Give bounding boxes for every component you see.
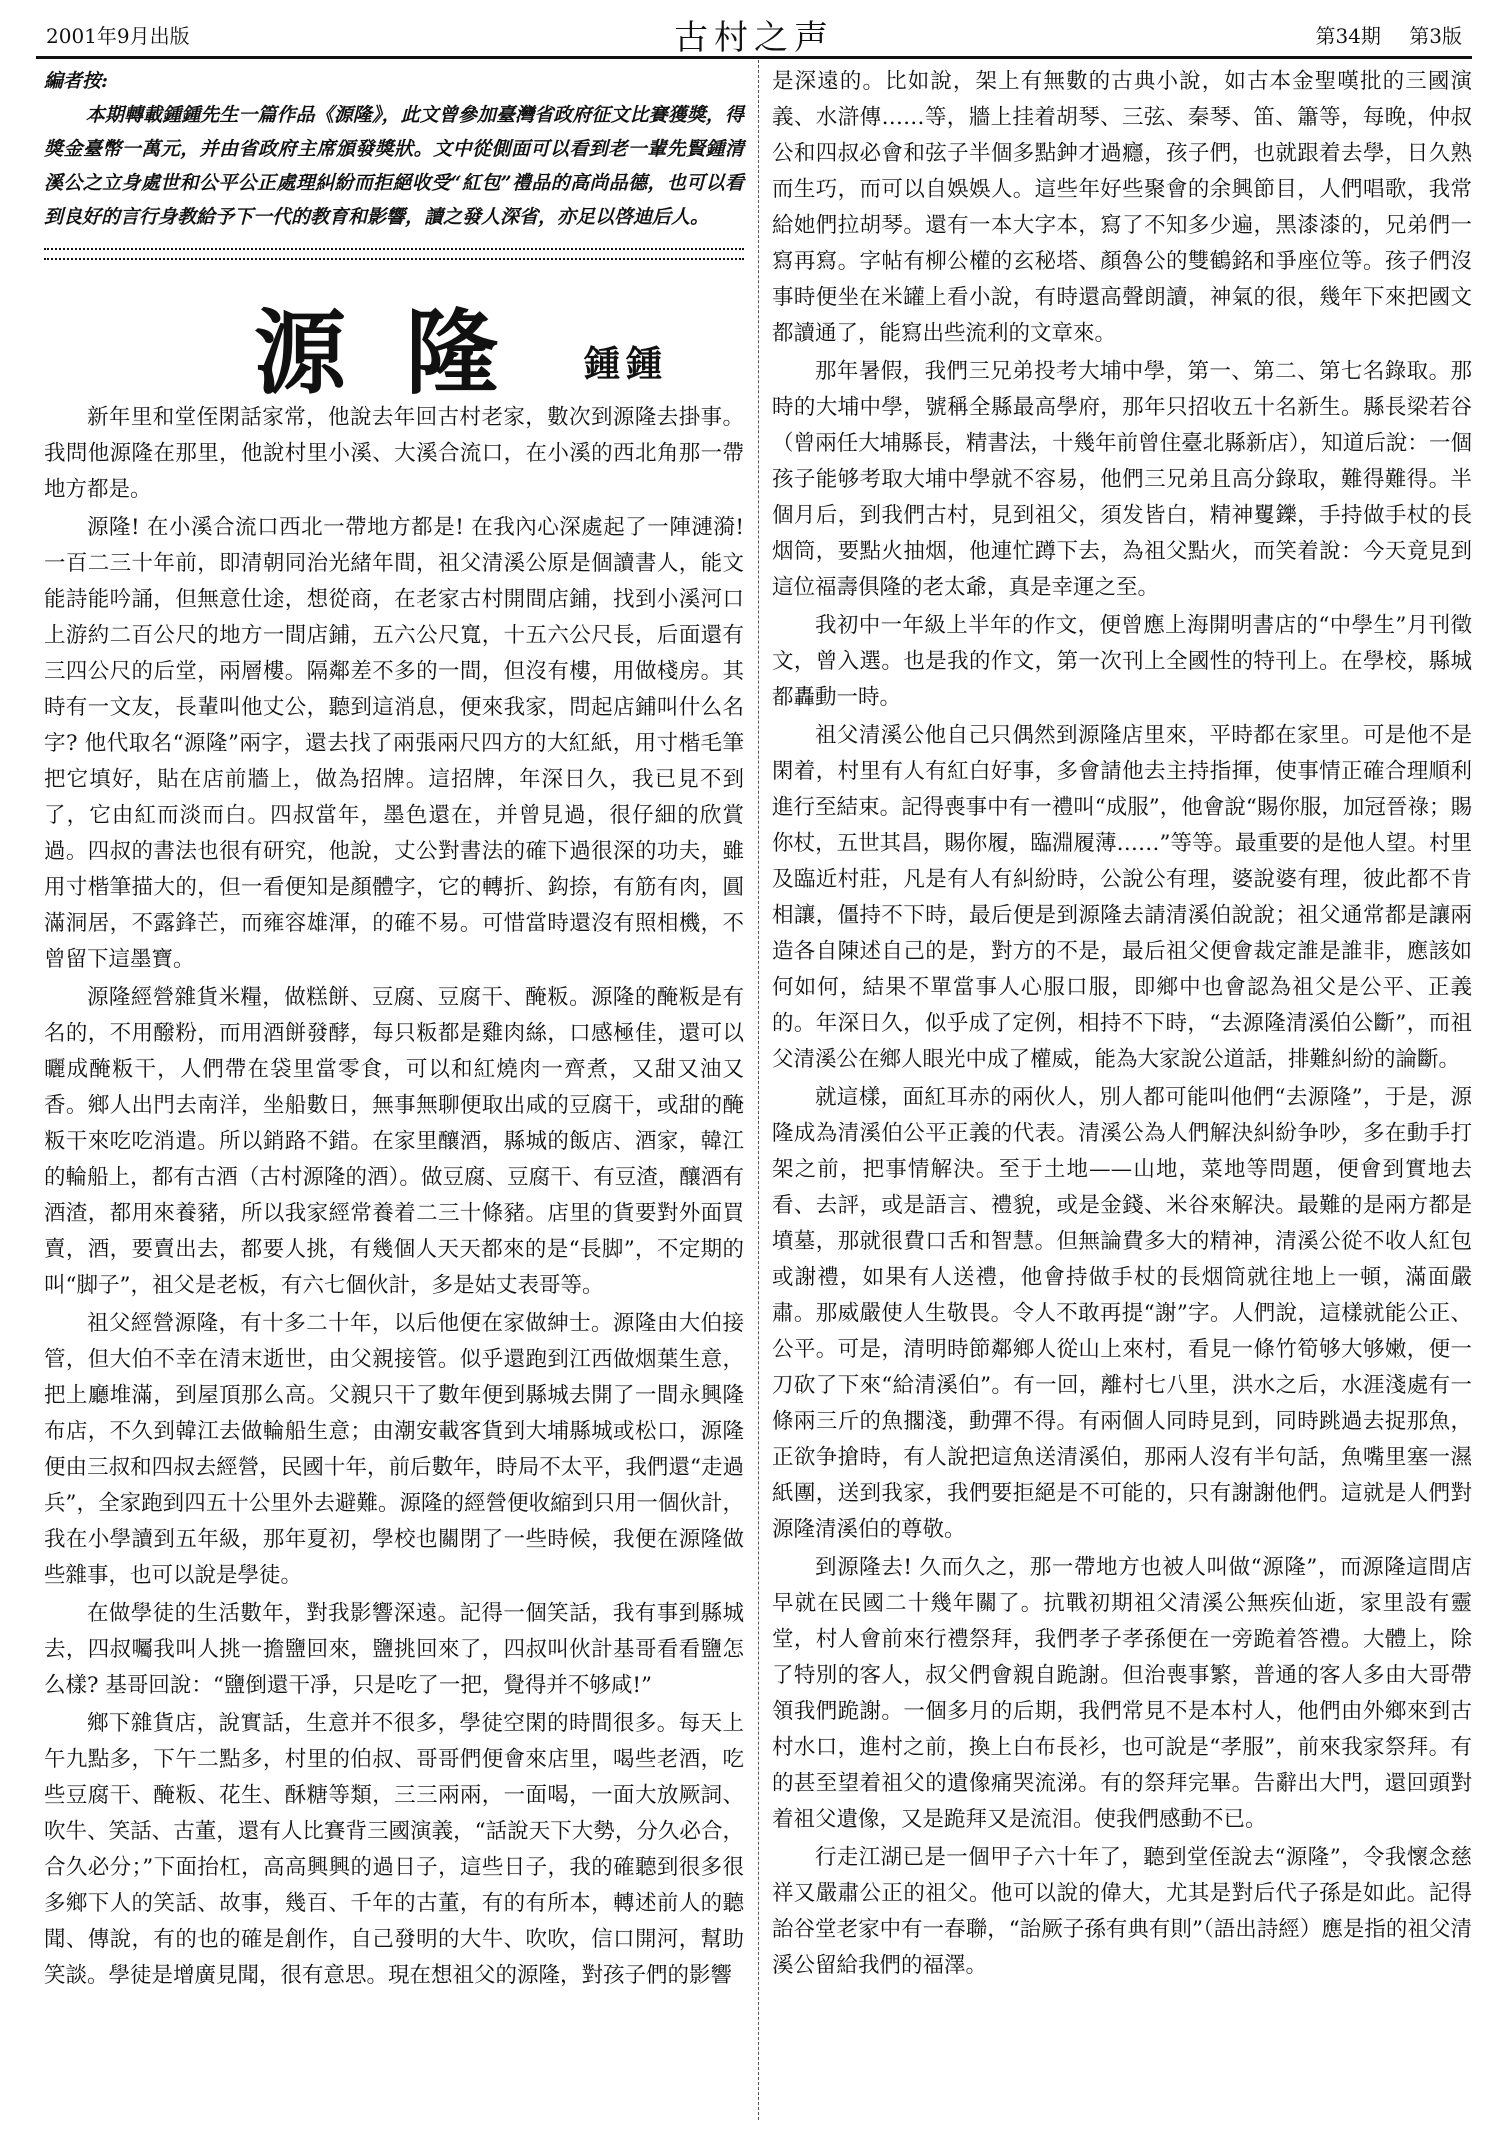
article-paragraph: 那年暑假，我們三兄弟投考大埔中學，第一、第二、第七名錄取。那時的大埔中學，號稱全縣最高學府，那年只招收五十名新生。縣長梁若谷（曾兩任大埔縣長，精書法，十幾年前曾住臺北縣新店），知道后說：一個孩子能够考取大埔中學就不容易，他們三兄弟且高分錄取，難得難得。半個月后，到我們古村，見到祖父，須发皆白，精神矍鑠，手持做手杖的長烟筒，要點火抽烟，他連忙蹲下去，為祖父點火，而笑着說：今天竟見到這位福壽俱隆的老太爺，真是幸運之至。 xyxy=(772,359,1472,600)
editor-note-body: 本期轉載鍾鍾先生一篇作品《源隆》，此文曾參加臺灣省政府征文比賽獲獎，得獎金臺幣一萬元，并由省政府主席頒發獎狀。文中從側面可以看到老一輩先賢鍾清溪公之立身處世和公平公正處理糾紛而拒絕收受“紅包”禮品的高尚品德，也可以看到良好的言行身教給予下一代的教育和影響，讀之發人深省，亦足以啓迪后人。 xyxy=(44,104,744,228)
article-paragraph: 源隆經營雜貨米糧，做糕餅、豆腐、豆腐干、醃粄。源隆的醃粄是有名的，不用醱粉，而用酒餅發酵，每只粄都是雞肉絲，口感極佳，還可以曬成醃粄干，人們帶在袋里當零食，可以和紅燒肉一齊煮，又甜又油又香。鄉人出門去南洋，坐船數日，無事無聊便取出咸的豆腐干，或甜的醃粄干來吃吃消遣。所以銷路不錯。在家里釀酒，縣城的飯店、酒家，韓江的輪船上，都有古酒（古村源隆的酒）。做豆腐、豆腐干、有豆渣，釀酒有酒渣，都用來養豬，所以我家經常養着二三十條豬。店里的貨要對外面買賣，酒，要賣出去，都要人挑，有幾個人天天都來的是“長脚”，不定期的叫“脚子”，祖父是老板，有六七個伙計，多是姑丈表哥等。 xyxy=(44,985,744,1298)
article-paragraph: 祖父經營源隆，有十多二十年，以后他便在家做紳士。源隆由大伯接管，但大伯不幸在清末逝世，由父親接管。似乎還跑到江西做烟葉生意，把上廳堆滿，到屋頂那么高。父親只干了數年便到縣城去開了一間永興隆布店，不久到韓江去做輪船生意；由潮安載客貨到大埔縣城或松口，源隆便由三叔和四叔去經營，民國十年，前后數年，時局不太平，我們還“走過兵”，全家跑到四五十公里外去避難。源隆的經營便收縮到只用一個伙計，我在小學讀到五年級，那年夏初，學校也關閉了一些時候，我便在源隆做些雜事，也可以說是學徒。 xyxy=(44,1311,744,1588)
page-number: 第3版 xyxy=(1409,24,1462,48)
newspaper-name: 古村之声 xyxy=(674,18,834,58)
article-paragraph: 新年里和堂侄閑話家常，他說去年回古村老家，數次到源隆去掛事。我問他源隆在那里，他說村里小溪、大溪合流口，在小溪的西北角那一帶地方都是。 xyxy=(44,405,744,502)
article-title: 源隆 xyxy=(254,300,559,407)
page-header xyxy=(36,14,1472,58)
article-paragraph: 就這樣，面紅耳赤的兩伙人，別人都可能叫他們“去源隆”，于是，源隆成為清溪伯公平正義的代表。清溪公為人們解決糾紛争吵，多在動手打架之前，把事情解決。至于土地——山地，菜地等問題，便會到實地去看、去評，或是語言、禮貌，或是金錢、米谷來解決。最難的是兩方都是墳墓，那就很費口舌和智慧。但無論費多大的精神，清溪公從不收人紅包或謝禮，如果有人送禮，他會持做手杖的長烟筒就往地上一頓，滿面嚴肅。那威嚴使人生敬畏。令人不敢再提“謝”字。人們說，這樣就能公正、公平。可是，清明時節鄰鄉人從山上來村，看見一條竹筍够大够嫩，便一刀砍了下來“給清溪伯”。有一回，離村七八里，洪水之后，水涯淺處有一條兩三斤的魚擱淺，動彈不得。有兩個人同時見到，同時跳過去捉那魚，正欲争搶時，有人說把這魚送清溪伯，那兩人沒有半句話，魚嘴里塞一濕紙團，送到我家，我們要拒絕是不可能的，只有謝謝他們。這就是人們對源隆清溪伯的尊敬。 xyxy=(772,1085,1472,1542)
article-paragraph: 源隆! 在小溪合流口西北一帶地方都是! 在我內心深處起了一陣漣漪! 一百二三十年前，即清朝同治光緒年間，祖父清溪公原是個讀書人，能文能詩能吟誦，但無意仕途，想從商，在老家古村開間店鋪，找到小溪河口上游約二百公尺的地方一間店鋪，五六公尺寬，十五六公尺長，后面還有三四公尺的后堂，兩層樓。隔鄰差不多的一間，但沒有樓，用做棧房。其時有一文友，長輩叫他丈公，聽到這消息，便來我家，問起店鋪叫什么名字? 他代取名“源隆”兩字，還去找了兩張兩尺四方的大紅紙，用寸楷毛筆把它填好，貼在店前牆上，做為招牌。這招牌，年深日久，我已見不到了，它由紅而淡而白。四叔當年，墨色還在，并曾見過，很仔細的欣賞過。四叔的書法也很有研究，他說，丈公對書法的確下過很深的功夫，雖用寸楷筆描大的，但一看便知是顏體字，它的轉折、鈎捺，有筋有肉，圓滿洞居，不露鋒芒，而雍容雄渾，的確不易。可惜當時還沒有照相機，不曾留下這墨寶。 xyxy=(44,515,744,972)
editor-note xyxy=(44,64,744,234)
article-title-block xyxy=(44,260,744,407)
header-rule xyxy=(36,56,1472,59)
article-paragraph: 鄉下雜貨店，說實話，生意并不很多，學徒空閑的時間很多。每天上午九點多，下午二點多，村里的伯叔、哥哥們便會來店里，喝些老酒，吃些豆腐干、醃粄、花生、酥糖等類，三三兩兩，一面喝，一面大放厥詞、吹牛、笑話、古董，還有人比賽背三國演義，“話說天下大勢，分久必合，合久必分；”下面抬杠，高高興興的過日子，這些日子，我的確聽到很多很多鄉下人的笑話、故事，幾百、千年的古董，有的有所本，轉述前人的聽聞、傳說，有的也的確是創作，自己發明的大牛、吹吹，信口開河，幫助笑談。學徒是增廣見聞，很有意思。現在想祖父的源隆，對孩子們的影響 xyxy=(44,1711,744,1988)
article-paragraph: 我初中一年級上半年的作文，便曾應上海開明書店的“中學生”月刊徵文，曾入選。也是我的作文，第一次刊上全國性的特刊上。在學校，縣城都轟動一時。 xyxy=(772,613,1472,710)
article-paragraph: 祖父清溪公他自己只偶然到源隆店里來，平時都在家里。可是他不是閑着，村里有人有紅白好事，多會請他去主持指揮，使事情正確合理順利進行至結束。記得喪事中有一禮叫“成服”，他會說“賜你服，加冠晉祿；賜你杖，五世其昌，賜你履，臨淵履薄……”等等。最重要的是他人望。村里及臨近村莊，凡是有人有糾紛時，公說公有理，婆說婆有理，彼此都不肯相讓，僵持不下時，最后便是到源隆去請清溪伯說說；祖父通常都是讓兩造各自陳述自己的是，對方的不是，最后祖父便會裁定誰是誰非，應該如何如何，結果不單當事人心服口服，即鄉中也會認為祖父是公平、正義的。年深日久，似乎成了定例，相持不下時，“去源隆清溪伯公斷”，而祖父清溪公在鄉人眼光中成了權威，能為大家說公道話，排難糾紛的論斷。 xyxy=(772,723,1472,1072)
decorative-divider xyxy=(44,248,744,260)
issue-number: 第34期 xyxy=(1315,24,1381,48)
editor-note-label: 編者按: xyxy=(44,70,109,92)
article-paragraph: 是深遠的。比如說，架上有無數的古典小說，如古本金聖嘆批的三國演義、水滸傳……等，牆上挂着胡琴、三弦、秦琴、笛、簫等，每晚，仲叔公和四叔必會和弦子半個多點鈡才過癮，孩子們，也就跟着去學，日久熟而生巧，而可以自娛娛人。這些年好些聚會的余興節目，人們唱歌，我常給她們拉胡琴。還有一本大字本，寫了不知多少遍，黑漆漆的，兄弟們一寫再寫。字帖有柳公權的玄秘塔、顏魯公的雙鶴銘和爭座位等。孩子們沒事時便坐在米罐上看小說，有時還高聲朗讀，神氣的很，幾年下來把國文都讀通了，能寫出些流利的文章來。 xyxy=(772,69,1472,346)
article-paragraph: 行走江湖已是一個甲子六十年了，聽到堂侄說去“源隆”，令我懷念慈祥又嚴肅公正的祖父。他可以說的偉大，尤其是對后代子孫是如此。記得詒谷堂老家中有一春聯，“詒厥子孫有典有則”（語出詩經）應是指的祖父清溪公留給我們的福澤。 xyxy=(772,1845,1472,1978)
issue-page-info xyxy=(1293,20,1462,49)
right-column xyxy=(772,64,1472,1986)
article-paragraph: 在做學徒的生活數年，對我影響深遠。記得一個笑話，我有事到縣城去，四叔囑我叫人挑一擔鹽回來，鹽挑回來了，四叔叫伙計基哥看看鹽怎么樣? 基哥回說：“鹽倒還干凈，只是吃了一把，覺得并不够咸!” xyxy=(44,1601,744,1698)
article-paragraph: 到源隆去! 久而久之，那一帶地方也被人叫做“源隆”，而源隆這間店早就在民國二十幾年關了。抗戰初期祖父清溪公無疾仙逝，家里設有靈堂，村人會前來行禮祭拜，我們孝子孝孫便在一旁跪着答禮。大體上，除了特別的客人，叔父們會親自跪謝。但治喪事繁，普通的客人多由大哥帶領我們跪謝。一個多月的后期，我們常見不是本村人，他們由外鄉來到古村水口，進村之前，換上白布長衫，也可說是“孝服”，前來我家祭拜。有的甚至望着祖父的遺像痛哭流涕。有的祭拜完畢。告辭出大門，還回頭對着祖父遺像，又是跪拜又是流泪。使我們感動不已。 xyxy=(772,1555,1472,1832)
left-column xyxy=(44,64,744,1996)
publish-date: 2001年9月出版 xyxy=(46,24,190,48)
article-author: 鍾鍾 xyxy=(584,343,669,385)
column-separator xyxy=(758,60,759,2120)
